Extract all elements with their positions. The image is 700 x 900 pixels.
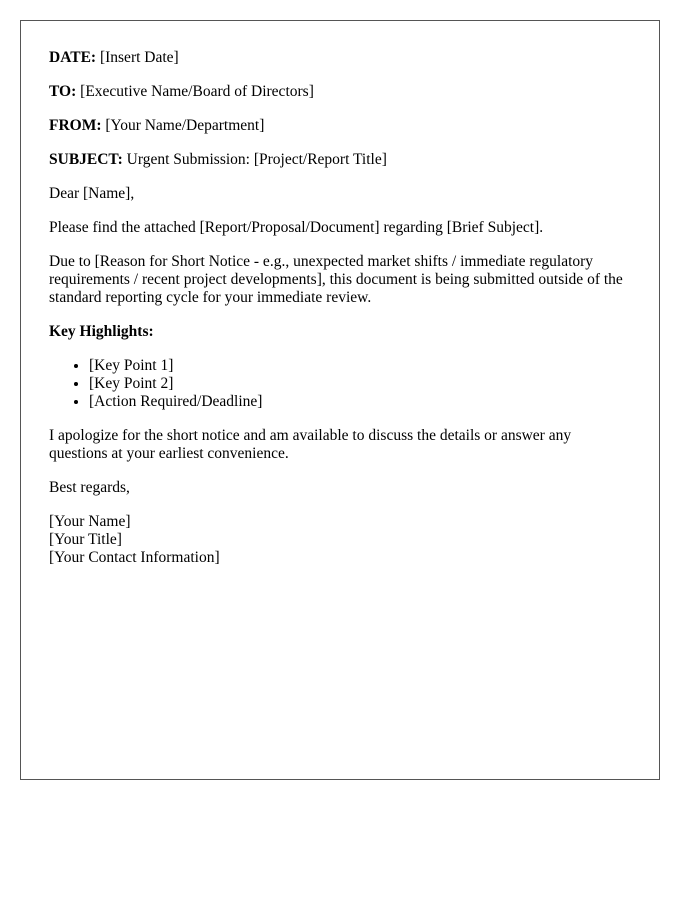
date-label: DATE:: [49, 49, 97, 66]
subject-label: SUBJECT:: [49, 151, 123, 168]
date-value: [Insert Date]: [99, 49, 179, 66]
list-item: • [Key Point 2]: [89, 375, 631, 393]
list-item: • [Action Required/Deadline]: [89, 393, 631, 411]
paragraph-reason: Due to [Reason for Short Notice - e.g., unexpected market shifts / immediate regulatory requirements / recent project developments], this document is being submitted outside of the standard reporting cycle for your immediate review.: [49, 253, 623, 306]
greeting: Dear [Name],: [49, 185, 135, 202]
paragraph-attachment: Please find the attached [Report/Proposal/Document] regarding [Brief Subject].: [49, 219, 544, 236]
signature-title: [Your Title]: [49, 531, 122, 548]
from-label: FROM:: [49, 117, 102, 134]
from-value: [Your Name/Department]: [105, 117, 265, 134]
signature-contact: [Your Contact Information]: [49, 549, 220, 566]
to-label: TO:: [49, 83, 77, 100]
from-line: [49, 117, 631, 135]
highlights-list: [49, 357, 631, 411]
signature-name: [Your Name]: [49, 513, 131, 530]
subject-line: [49, 151, 631, 169]
signature-block: [49, 513, 631, 567]
highlights-heading: Key Highlights:: [49, 323, 154, 340]
sign-off: Best regards,: [49, 479, 130, 496]
subject-value: Urgent Submission: [Project/Report Title]: [126, 151, 387, 168]
letter-page: [20, 20, 660, 780]
to-line: [49, 83, 631, 101]
date-line: [49, 49, 631, 67]
to-value: [Executive Name/Board of Directors]: [80, 83, 314, 100]
list-item: • [Key Point 1]: [89, 357, 631, 375]
paragraph-apology: I apologize for the short notice and am available to discuss the details or answer any questions at your earliest convenience.: [49, 427, 572, 462]
